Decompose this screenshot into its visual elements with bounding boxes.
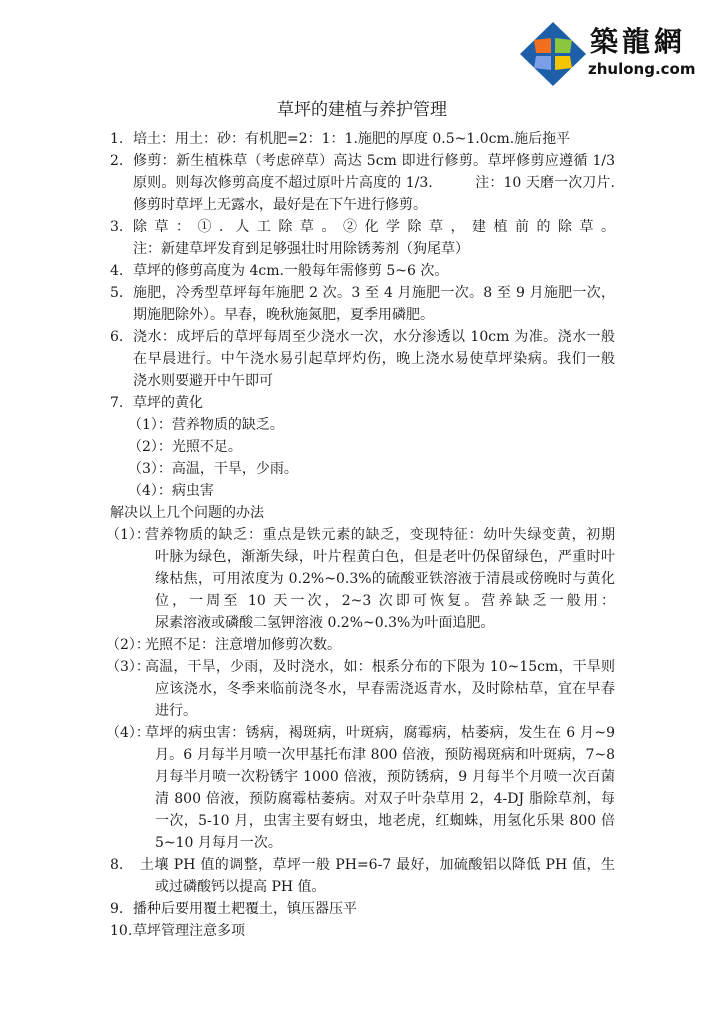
list-item	[106, 722, 615, 854]
list-item	[106, 656, 615, 722]
list-item	[106, 524, 615, 634]
text-line: 草坪的黄化	[133, 395, 203, 411]
list-item	[110, 216, 615, 260]
item-number: 4.	[110, 263, 124, 279]
item-number: 2.	[110, 153, 124, 169]
text-line: 进行。	[155, 703, 197, 719]
list-item	[110, 260, 615, 282]
text-line: 注：新建草坪发育到足够强壮时用除锈莠剂（狗尾草）	[133, 241, 469, 257]
text-line: 应该浇水，冬季来临前浇冬水，早春需浇返青水，及时除枯草，宜在早春	[155, 681, 615, 697]
yellowing-cause: （3）：高温，干旱，少雨。	[128, 461, 298, 477]
text-line: 缘枯焦，可用浓度为 0.2%~0.3%的硫酸亚铁溶液于清晨或傍晚时与黄化	[155, 571, 615, 587]
list-item	[110, 898, 615, 920]
solutions-heading: 解决以上几个问题的办法	[110, 505, 264, 521]
text-line: 播种后要用覆土耙覆土，镇压器压平	[133, 901, 357, 917]
text-line: 浇水：成坪后的草坪每周至少浇水一次，水分渗透以 10cm 为准。浇水一般	[133, 329, 615, 345]
text-line: 一次，5-10 月，虫害主要有蚜虫，地老虎，红蜘蛛，用氢化乐果 800 倍	[155, 813, 615, 829]
item-number: 7.	[110, 395, 124, 411]
item-number: （4）：	[106, 725, 150, 741]
item-number: 9.	[110, 901, 124, 917]
list-item	[110, 128, 615, 150]
list-item	[110, 326, 615, 392]
text-line: 叶脉为绿色，渐渐失绿，叶片程黄白色，但是老叶仍保留绿色，严重时叶	[155, 549, 615, 565]
text-line: 光照不足：注意增加修剪次数。	[145, 637, 341, 653]
text-line: 月。6 月每半月喷一次甲基托布津 800 倍液，预防褐斑病和叶斑病，7~8	[155, 747, 615, 763]
text-line: 草坪的病虫害：锈病，褐斑病，叶斑病，腐霉病，枯萎病，发生在 6 月~9	[145, 725, 615, 741]
text-line: 草坪管理注意多项	[133, 923, 245, 939]
text-line: 期施肥除外）。早春，晚秋施氮肥，夏季用磷肥。	[133, 307, 434, 323]
logo-url: zhulong.com	[588, 60, 696, 78]
list-item	[110, 920, 615, 942]
yellowing-cause: （2）：光照不足。	[128, 439, 242, 455]
text-line: 5~10 月每月一次。	[155, 835, 282, 851]
text-line: 草坪的修剪高度为 4cm.一般每年需修剪 5~6 次。	[133, 263, 449, 279]
item-number: 8.	[110, 857, 124, 873]
yellowing-cause: （4）：病虫害	[128, 483, 214, 499]
item-number: 3.	[110, 219, 124, 235]
item-number: 6.	[110, 329, 124, 345]
text-line: 修剪时草坪上无露水，最好是在下午进行修剪。	[133, 197, 427, 213]
text-line: 浇水则要避开中午即可	[133, 373, 273, 389]
text-line: 清 800 倍液，预防腐霉枯萎病。对双子叶杂草用 2，4-DJ 脂除草剂，每	[155, 791, 615, 807]
text-line: 修剪：新生植株草（考虑碎草）高达 5cm 即进行修剪。草坪修剪应遵循 1/3	[133, 153, 615, 169]
text-line: 月每半月喷一次粉锈宇 1000 倍液，预防锈病，9 月每半个月喷一次百菌	[155, 769, 615, 785]
item-number: 10.	[110, 923, 133, 939]
text-line: 施肥，冷秀型草坪每年施肥 2 次。3 至 4 月施肥一次。8 至 9 月施肥一次，	[133, 285, 615, 301]
list-item	[110, 392, 615, 414]
text-line: 土壤 PH 值的调整，草坪一般 PH=6-7 最好，加硫酸铝以降低 PH 值，生	[140, 857, 615, 873]
text-line: 在早晨进行。中午浇水易引起草坪灼伤，晚上浇水易使草坪染病。我们一般	[133, 351, 615, 367]
list-item	[110, 854, 615, 898]
item-number: 5.	[110, 285, 124, 301]
item-number: （2）：	[106, 637, 150, 653]
text-line: 高温，干旱，少雨，及时浇水，如：根系分布的下限为 10~15cm，干旱则	[145, 659, 615, 675]
text-line: 尿素溶液或磷酸二氢钾溶液 0.2%~0.3%为叶面追肥。	[155, 615, 495, 631]
text-line: 培土：用土：砂：有机肥=2：1：1.施肥的厚度 0.5~1.0cm.施后拖平	[133, 131, 571, 147]
text-line: 或过磷酸钙以提高 PH 值。	[155, 879, 326, 895]
item-number: （1）：	[106, 527, 150, 543]
text-line: 营养物质的缺乏：重点是铁元素的缺乏，变现特征：幼叶失绿变黄，初期	[145, 527, 615, 543]
text-line: 原则。则每次修剪高度不超过原叶片高度的 1/3. 注：10 天磨一次刀片.	[133, 175, 615, 191]
page-title: 草坪的建植与养护管理	[277, 100, 447, 120]
logo-name: 築龍網	[590, 25, 687, 58]
yellowing-cause: （1）：营养物质的缺乏。	[128, 417, 284, 433]
list-item	[110, 282, 615, 326]
item-number: 1.	[110, 131, 124, 147]
item-number: （3）：	[106, 659, 150, 675]
text-line: 位，一周至 10 天一次，2~3 次即可恢复。营养缺乏一般用：	[155, 593, 615, 609]
list-item	[110, 150, 615, 216]
text-line: 除草：①. 人工除草。②化学除草，建植前的除草。	[133, 219, 615, 235]
list-item	[106, 634, 615, 656]
